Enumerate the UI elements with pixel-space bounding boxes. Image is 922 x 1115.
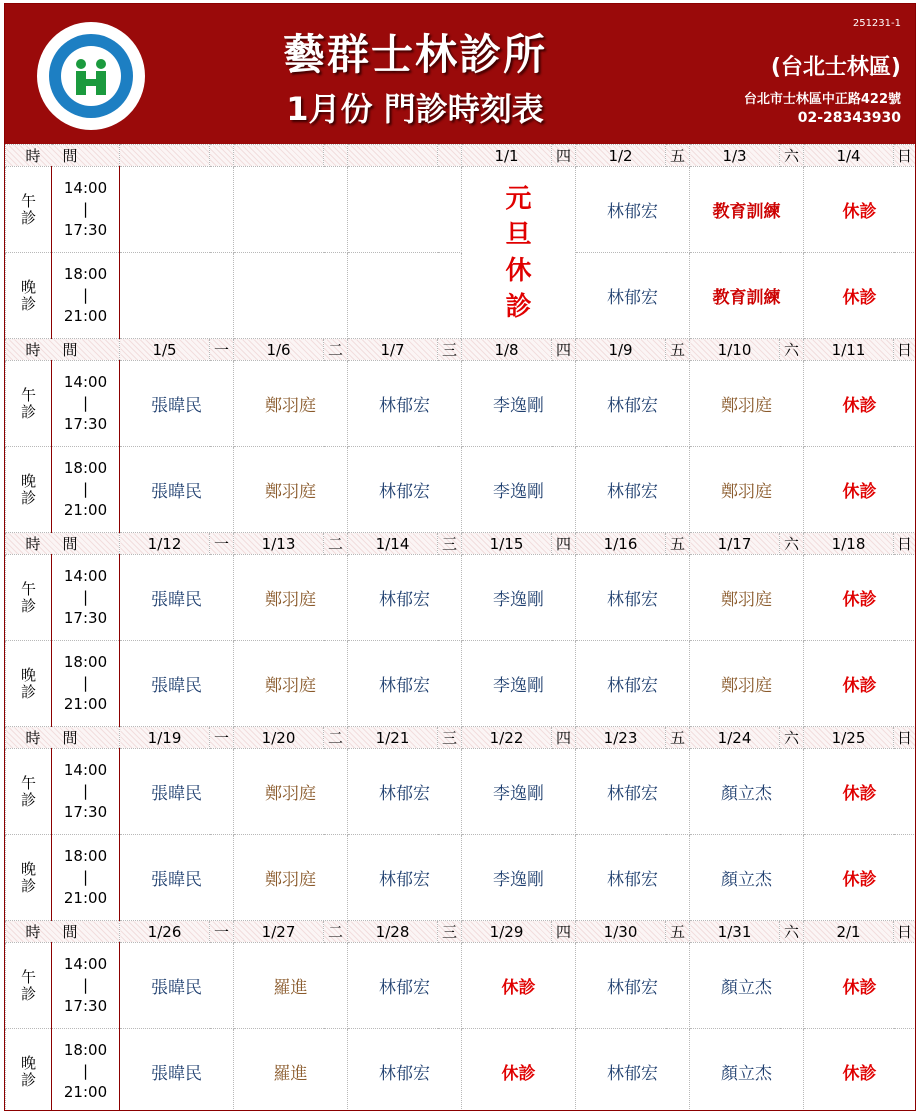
doctor-cell: 休診 <box>804 835 916 921</box>
doctor-cell: 鄭羽庭 <box>690 555 804 641</box>
time-start: 18:00 <box>63 265 108 283</box>
doctor-cell: 鄭羽庭 <box>690 641 804 727</box>
day-date <box>234 145 324 167</box>
day-date: 1/24 <box>690 727 780 749</box>
day-weekday <box>210 145 234 167</box>
doctor-cell: 李逸剛 <box>462 447 576 533</box>
afternoon-time-range <box>52 555 120 641</box>
afternoon-session-row <box>6 555 916 641</box>
doctor-cell: 林郁宏 <box>576 361 690 447</box>
day-weekday: 二 <box>324 339 348 361</box>
day-weekday: 六 <box>780 727 804 749</box>
day-weekday: 六 <box>780 533 804 555</box>
doctor-cell: 林郁宏 <box>348 361 462 447</box>
day-date: 1/1 <box>462 145 552 167</box>
time-separator: | <box>82 480 89 498</box>
day-date: 1/4 <box>804 145 894 167</box>
time-end: 17:30 <box>63 221 108 239</box>
time-start: 18:00 <box>63 653 108 671</box>
day-weekday: 六 <box>780 921 804 943</box>
doctor-cell: 休診 <box>804 749 916 835</box>
time-start: 18:00 <box>63 459 108 477</box>
day-date: 1/13 <box>234 533 324 555</box>
nhi-logo-emblem <box>49 34 133 118</box>
doctor-cell: 休診 <box>462 1029 576 1112</box>
doctor-cell: 鄭羽庭 <box>234 447 348 533</box>
doctor-cell: 顏立杰 <box>690 835 804 921</box>
time-end: 21:00 <box>63 1083 108 1101</box>
doctor-cell: 鄭羽庭 <box>234 641 348 727</box>
afternoon-period-label: 午診 <box>6 167 52 253</box>
day-weekday: 四 <box>552 533 576 555</box>
day-weekday: 日 <box>894 533 916 555</box>
afternoon-time-range <box>52 749 120 835</box>
time-column-header: 時間 <box>6 727 120 749</box>
doctor-cell: 張暐民 <box>120 555 234 641</box>
schedule-page <box>4 3 916 1111</box>
afternoon-time-range <box>52 361 120 447</box>
time-end: 21:00 <box>63 889 108 907</box>
afternoon-period-label: 午診 <box>6 555 52 641</box>
day-date: 1/9 <box>576 339 666 361</box>
nhi-logo <box>37 22 145 130</box>
day-weekday: 日 <box>894 145 916 167</box>
day-weekday <box>324 145 348 167</box>
day-date: 1/21 <box>348 727 438 749</box>
doctor-cell: 休診 <box>804 447 916 533</box>
time-start: 14:00 <box>63 179 108 197</box>
day-date: 1/26 <box>120 921 210 943</box>
day-date: 1/25 <box>804 727 894 749</box>
day-date: 1/8 <box>462 339 552 361</box>
document-code: 251231-1 <box>852 18 901 29</box>
day-date: 1/30 <box>576 921 666 943</box>
day-weekday: 三 <box>438 727 462 749</box>
evening-session-row <box>6 253 916 339</box>
doctor-cell: 張暐民 <box>120 1029 234 1112</box>
doctor-cell: 休診 <box>804 641 916 727</box>
header-banner <box>5 4 915 144</box>
day-date <box>120 145 210 167</box>
doctor-cell: 休診 <box>804 1029 916 1112</box>
doctor-cell: 李逸剛 <box>462 749 576 835</box>
week-header-row <box>6 727 916 749</box>
time-start: 14:00 <box>63 373 108 391</box>
day-weekday: 四 <box>552 339 576 361</box>
day-date: 1/17 <box>690 533 780 555</box>
doctor-cell <box>120 167 234 253</box>
district-label: (台北士林區) <box>770 55 901 80</box>
time-end: 17:30 <box>63 609 108 627</box>
time-end: 21:00 <box>63 695 108 713</box>
doctor-cell <box>234 253 348 339</box>
doctor-cell: 鄭羽庭 <box>234 555 348 641</box>
day-weekday: 三 <box>438 339 462 361</box>
evening-session-row <box>6 835 916 921</box>
time-separator: | <box>82 868 89 886</box>
time-column-header: 時間 <box>6 921 120 943</box>
day-weekday: 四 <box>552 727 576 749</box>
doctor-cell: 羅進 <box>234 943 348 1029</box>
day-date: 1/3 <box>690 145 780 167</box>
evening-session-row <box>6 447 916 533</box>
doctor-cell <box>120 253 234 339</box>
doctor-cell: 李逸剛 <box>462 835 576 921</box>
day-weekday: 六 <box>780 339 804 361</box>
doctor-cell: 林郁宏 <box>348 555 462 641</box>
afternoon-period-label: 午診 <box>6 749 52 835</box>
day-weekday: 四 <box>552 921 576 943</box>
doctor-cell: 鄭羽庭 <box>234 361 348 447</box>
afternoon-session-row <box>6 361 916 447</box>
doctor-cell: 張暐民 <box>120 749 234 835</box>
afternoon-session-row <box>6 749 916 835</box>
time-start: 18:00 <box>63 1041 108 1059</box>
day-date: 1/23 <box>576 727 666 749</box>
evening-session-row <box>6 1029 916 1112</box>
day-date: 1/15 <box>462 533 552 555</box>
doctor-cell: 林郁宏 <box>348 1029 462 1112</box>
doctor-cell: 林郁宏 <box>576 749 690 835</box>
time-separator: | <box>82 286 89 304</box>
doctor-cell: 鄭羽庭 <box>234 749 348 835</box>
doctor-cell: 張暐民 <box>120 641 234 727</box>
schedule-subtitle: 1月份 門診時刻表 <box>286 90 544 128</box>
day-weekday: 五 <box>666 145 690 167</box>
day-weekday: 二 <box>324 921 348 943</box>
doctor-cell: 林郁宏 <box>348 835 462 921</box>
afternoon-time-range <box>52 167 120 253</box>
evening-period-label: 晚診 <box>6 641 52 727</box>
doctor-cell: 顏立杰 <box>690 1029 804 1112</box>
day-weekday: 二 <box>324 727 348 749</box>
day-date: 1/22 <box>462 727 552 749</box>
holiday-notice <box>462 167 576 339</box>
doctor-cell: 休診 <box>804 167 916 253</box>
time-end: 17:30 <box>63 415 108 433</box>
time-start: 18:00 <box>63 847 108 865</box>
doctor-cell: 林郁宏 <box>348 749 462 835</box>
day-date <box>348 145 438 167</box>
doctor-cell: 羅進 <box>234 1029 348 1112</box>
afternoon-session-row <box>6 943 916 1029</box>
evening-period-label: 晚診 <box>6 447 52 533</box>
doctor-cell: 李逸剛 <box>462 641 576 727</box>
doctor-cell: 李逸剛 <box>462 361 576 447</box>
afternoon-session-row <box>6 167 916 253</box>
doctor-cell: 顏立杰 <box>690 943 804 1029</box>
day-weekday: 五 <box>666 533 690 555</box>
day-weekday: 五 <box>666 727 690 749</box>
day-weekday: 五 <box>666 339 690 361</box>
day-weekday <box>438 145 462 167</box>
clinic-phone: 02-28343930 <box>797 110 901 126</box>
time-end: 21:00 <box>63 307 108 325</box>
doctor-cell: 休診 <box>804 943 916 1029</box>
holiday-text: 元旦休診 <box>505 183 532 322</box>
day-weekday: 二 <box>324 533 348 555</box>
day-date: 1/27 <box>234 921 324 943</box>
evening-time-range <box>52 835 120 921</box>
week-header-row <box>6 339 916 361</box>
day-date: 1/10 <box>690 339 780 361</box>
evening-period-label: 晚診 <box>6 835 52 921</box>
time-separator: | <box>82 588 89 606</box>
day-date: 1/12 <box>120 533 210 555</box>
time-separator: | <box>82 394 89 412</box>
day-date: 1/18 <box>804 533 894 555</box>
doctor-cell: 林郁宏 <box>576 641 690 727</box>
afternoon-time-range <box>52 943 120 1029</box>
doctor-cell: 林郁宏 <box>576 835 690 921</box>
doctor-cell: 林郁宏 <box>576 555 690 641</box>
time-column-header: 時間 <box>6 145 120 167</box>
day-weekday: 一 <box>210 339 234 361</box>
doctor-cell: 林郁宏 <box>348 447 462 533</box>
doctor-cell: 休診 <box>804 555 916 641</box>
day-date: 1/5 <box>120 339 210 361</box>
day-date: 1/28 <box>348 921 438 943</box>
day-weekday: 三 <box>438 921 462 943</box>
week-header-row <box>6 145 916 167</box>
evening-time-range <box>52 641 120 727</box>
doctor-cell: 林郁宏 <box>576 447 690 533</box>
day-date: 1/2 <box>576 145 666 167</box>
doctor-cell: 林郁宏 <box>348 943 462 1029</box>
doctor-cell: 顏立杰 <box>690 749 804 835</box>
day-weekday: 日 <box>894 727 916 749</box>
day-date: 1/7 <box>348 339 438 361</box>
time-end: 21:00 <box>63 501 108 519</box>
doctor-cell: 林郁宏 <box>348 641 462 727</box>
day-date: 1/19 <box>120 727 210 749</box>
doctor-cell: 李逸剛 <box>462 555 576 641</box>
schedule-table <box>5 144 916 1111</box>
nhi-logo-icon <box>49 34 133 118</box>
evening-time-range <box>52 1029 120 1112</box>
doctor-cell: 林郁宏 <box>576 1029 690 1112</box>
day-weekday: 日 <box>894 339 916 361</box>
day-date: 1/6 <box>234 339 324 361</box>
week-header-row <box>6 921 916 943</box>
doctor-cell: 鄭羽庭 <box>234 835 348 921</box>
day-date: 1/31 <box>690 921 780 943</box>
day-date: 1/14 <box>348 533 438 555</box>
doctor-cell <box>348 167 462 253</box>
time-column-header: 時間 <box>6 533 120 555</box>
time-separator: | <box>82 674 89 692</box>
day-weekday: 一 <box>210 921 234 943</box>
doctor-cell: 休診 <box>462 943 576 1029</box>
time-start: 14:00 <box>63 567 108 585</box>
clinic-title: 藝群士林診所 <box>282 30 547 79</box>
doctor-cell <box>348 253 462 339</box>
evening-session-row <box>6 641 916 727</box>
day-weekday: 六 <box>780 145 804 167</box>
time-start: 14:00 <box>63 955 108 973</box>
day-date: 2/1 <box>804 921 894 943</box>
evening-period-label: 晚診 <box>6 253 52 339</box>
time-separator: | <box>82 782 89 800</box>
doctor-cell: 林郁宏 <box>576 167 690 253</box>
day-weekday: 一 <box>210 727 234 749</box>
evening-period-label: 晚診 <box>6 1029 52 1112</box>
day-date: 1/11 <box>804 339 894 361</box>
week-header-row <box>6 533 916 555</box>
day-date: 1/20 <box>234 727 324 749</box>
afternoon-period-label: 午診 <box>6 943 52 1029</box>
clinic-address: 台北市士林區中正路422號 <box>743 92 901 107</box>
doctor-cell: 張暐民 <box>120 835 234 921</box>
day-weekday: 三 <box>438 533 462 555</box>
doctor-cell: 休診 <box>804 361 916 447</box>
time-end: 17:30 <box>63 997 108 1015</box>
day-date: 1/29 <box>462 921 552 943</box>
time-separator: | <box>82 1062 89 1080</box>
day-weekday: 日 <box>894 921 916 943</box>
day-weekday: 五 <box>666 921 690 943</box>
doctor-cell: 林郁宏 <box>576 943 690 1029</box>
time-column-header: 時間 <box>6 339 120 361</box>
evening-time-range <box>52 447 120 533</box>
doctor-cell: 鄭羽庭 <box>690 447 804 533</box>
doctor-cell: 林郁宏 <box>576 253 690 339</box>
doctor-cell: 張暐民 <box>120 447 234 533</box>
time-separator: | <box>82 200 89 218</box>
doctor-cell: 休診 <box>804 253 916 339</box>
time-separator: | <box>82 976 89 994</box>
day-date: 1/16 <box>576 533 666 555</box>
day-weekday: 一 <box>210 533 234 555</box>
time-end: 17:30 <box>63 803 108 821</box>
doctor-cell <box>234 167 348 253</box>
doctor-cell: 張暐民 <box>120 361 234 447</box>
doctor-cell: 教育訓練 <box>690 253 804 339</box>
time-start: 14:00 <box>63 761 108 779</box>
doctor-cell: 鄭羽庭 <box>690 361 804 447</box>
doctor-cell: 教育訓練 <box>690 167 804 253</box>
day-weekday: 四 <box>552 145 576 167</box>
doctor-cell: 張暐民 <box>120 943 234 1029</box>
evening-time-range <box>52 253 120 339</box>
afternoon-period-label: 午診 <box>6 361 52 447</box>
